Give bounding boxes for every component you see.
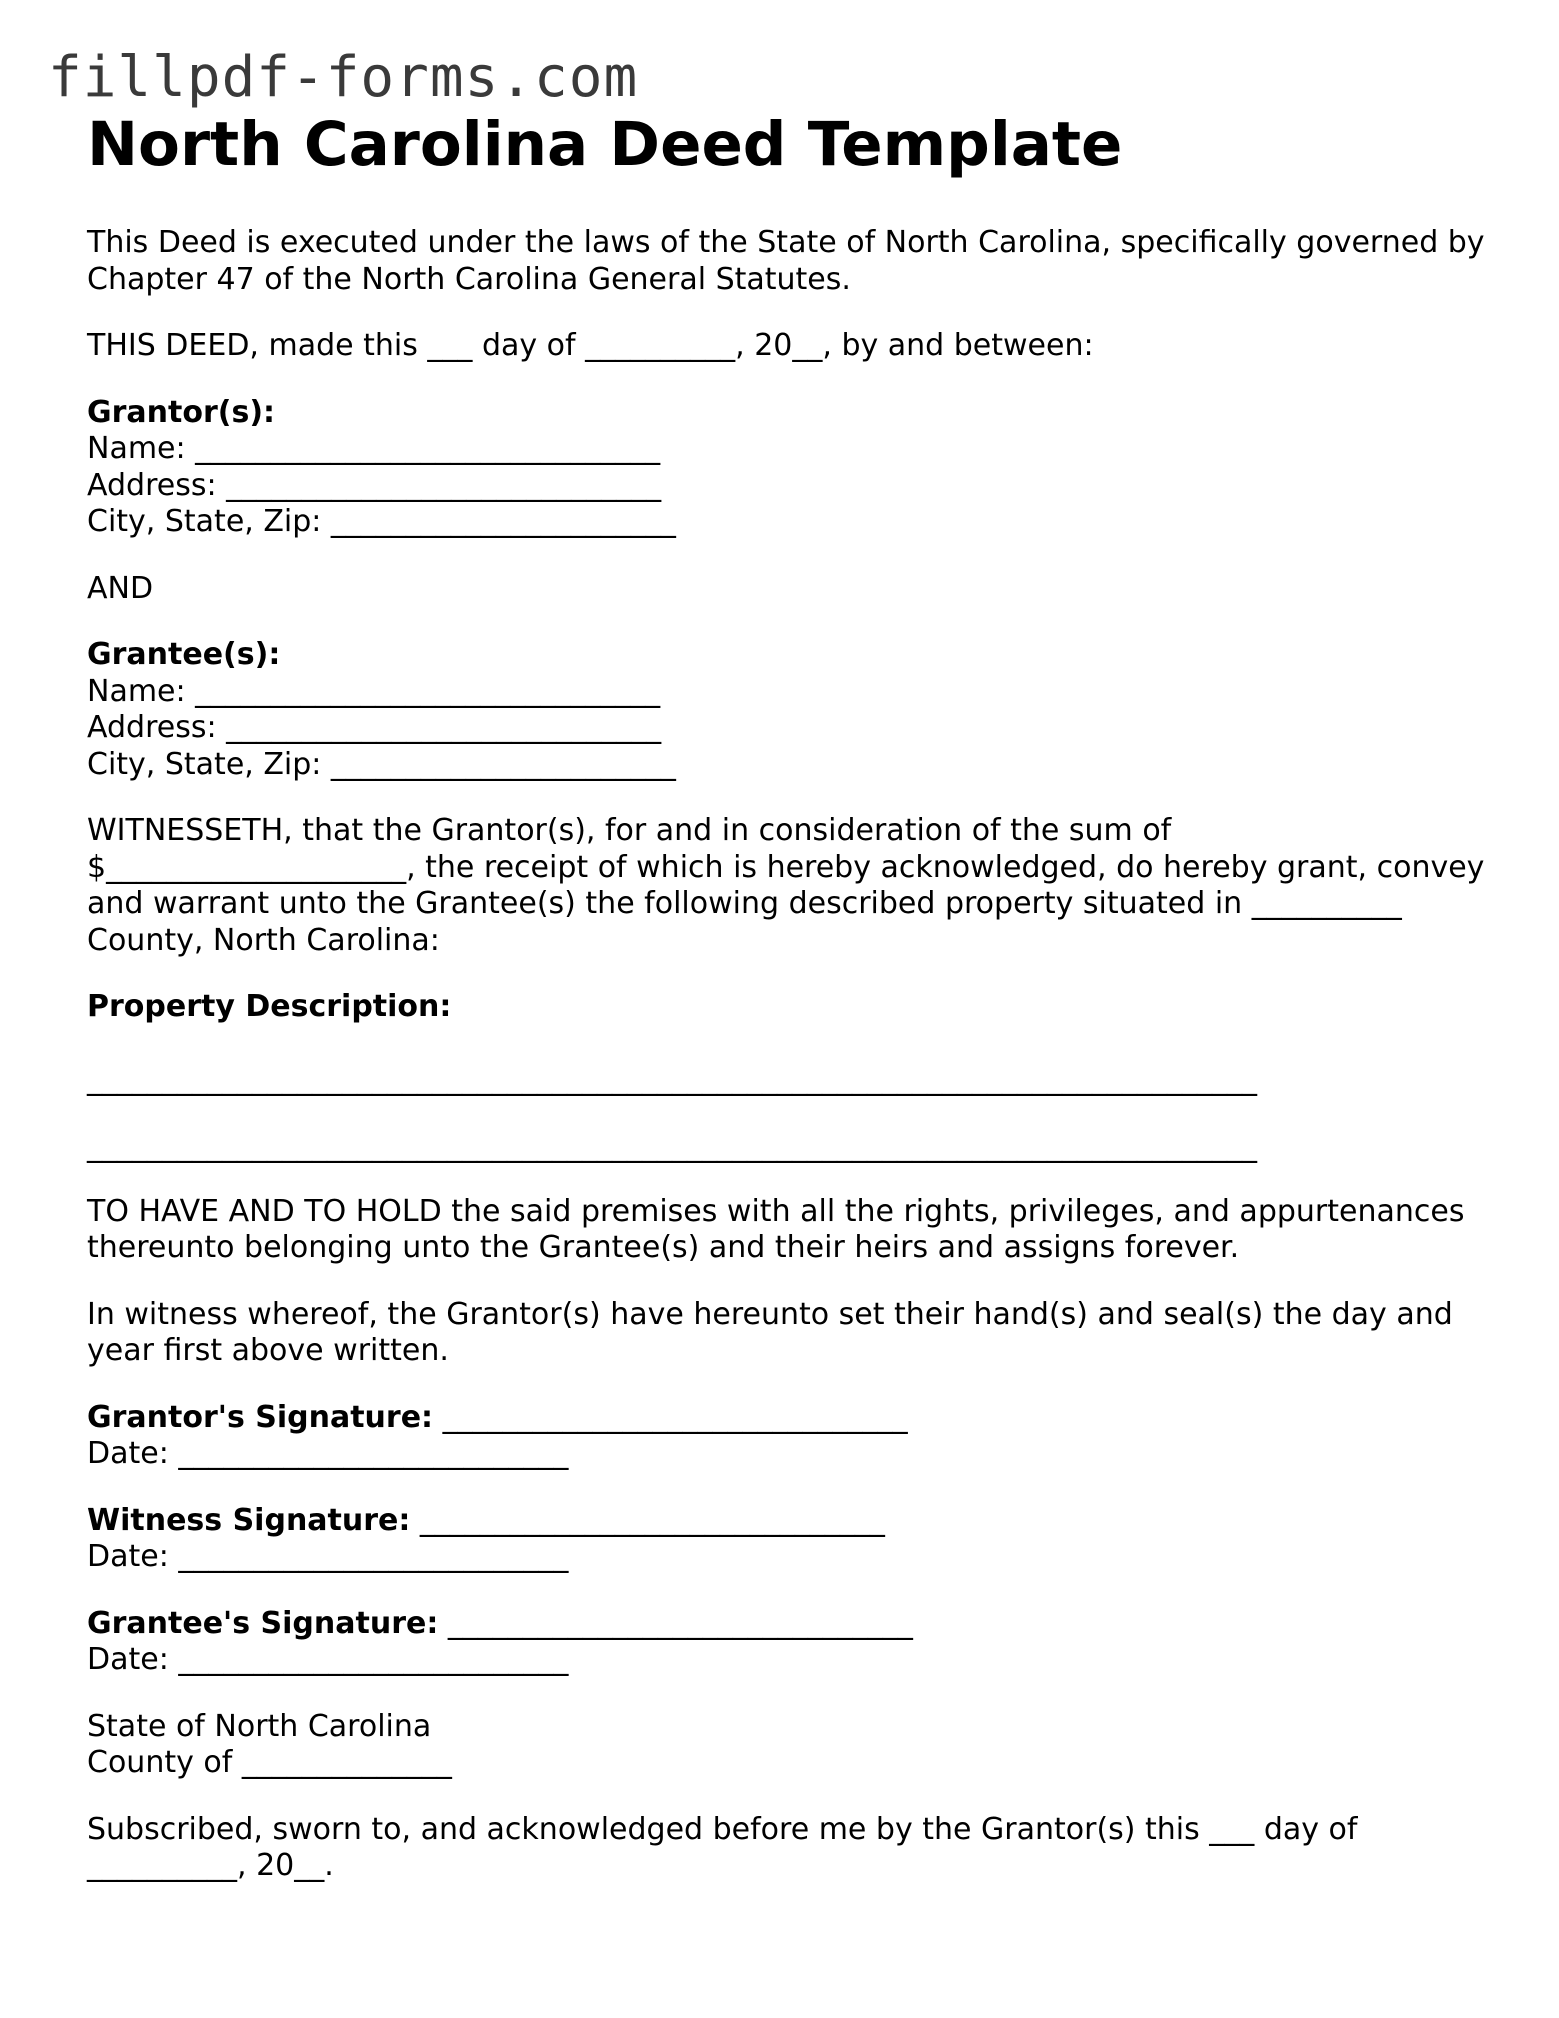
witness-signature-block — [87, 1503, 1487, 1576]
grantee-heading: Grantee(s): — [87, 637, 281, 673]
grantor-signature-line: _______________________________ — [433, 1399, 908, 1435]
grantor-signature-label: Grantor's Signature: — [87, 1399, 434, 1435]
grantor-address-field: Address: _____________________________ — [87, 467, 662, 503]
grantee-signature-date: Date: __________________________ — [87, 1642, 569, 1678]
notary-county: County of ______________ — [87, 1745, 452, 1781]
witnesseth-paragraph: WITNESSETH, that the Grantor(s), for and in consideration of the sum of $____________________, the receipt of which is hereby acknowledged, do hereby grant, convey and warrant unto the Grantee(s) the following described property situated in __________ County, North Carolina: — [87, 813, 1485, 958]
grantor-block — [87, 395, 1487, 541]
grantor-name-field: Name: _______________________________ — [87, 431, 661, 467]
grantor-city-field: City, State, Zip: _______________________ — [87, 504, 676, 540]
grantor-signature-date: Date: __________________________ — [87, 1436, 569, 1472]
grantee-signature-block — [87, 1606, 1487, 1679]
grantee-name-field: Name: _______________________________ — [87, 673, 661, 709]
notary-venue — [87, 1709, 1487, 1782]
grantor-signature-block — [87, 1400, 1487, 1473]
grantee-block — [87, 637, 1487, 783]
and-text: AND — [87, 570, 154, 606]
notary-state: State of North Carolina — [87, 1708, 432, 1744]
grantee-signature-line: _______________________________ — [438, 1605, 913, 1641]
property-heading: Property Description: — [87, 989, 452, 1025]
grantee-address-field: Address: _____________________________ — [87, 710, 662, 746]
property-line-2: ______________________________________________________________________________ — [87, 1129, 1257, 1165]
notary-subscribed: Subscribed, sworn to, and acknowledged before me by the Grantor(s) this ___ day of __________, 20__. — [87, 1811, 1358, 1884]
intro-paragraph: This Deed is executed under the laws of the State of North Carolina, specifically governed by Chapter 47 of the North Carolina General Statutes. — [87, 225, 1485, 297]
grantee-signature-label: Grantee's Signature: — [87, 1605, 439, 1641]
witness-whereof-paragraph: In witness whereof, the Grantor(s) have hereunto set their hand(s) and seal(s) the day and year first above written. — [87, 1296, 1453, 1369]
grantee-city-field: City, State, Zip: _______________________ — [87, 746, 676, 782]
deed-document — [87, 108, 1487, 1915]
watermark: fillpdf-forms.com — [48, 45, 639, 110]
witness-signature-line: _______________________________ — [410, 1502, 885, 1538]
habendum-paragraph: TO HAVE AND TO HOLD the said premises with all the rights, privileges, and appurtenances thereunto belonging unto the Grantee(s) and their heirs and assigns forever. — [87, 1193, 1465, 1266]
witness-signature-label: Witness Signature: — [87, 1502, 411, 1538]
witness-signature-date: Date: __________________________ — [87, 1539, 569, 1575]
made-this-line: THIS DEED, made this ___ day of __________, 20__, by and between: — [87, 328, 1094, 364]
property-line-1: ______________________________________________________________________________ — [87, 1061, 1257, 1097]
page-title: North Carolina Deed Template — [87, 109, 1123, 180]
grantor-heading: Grantor(s): — [87, 394, 276, 430]
